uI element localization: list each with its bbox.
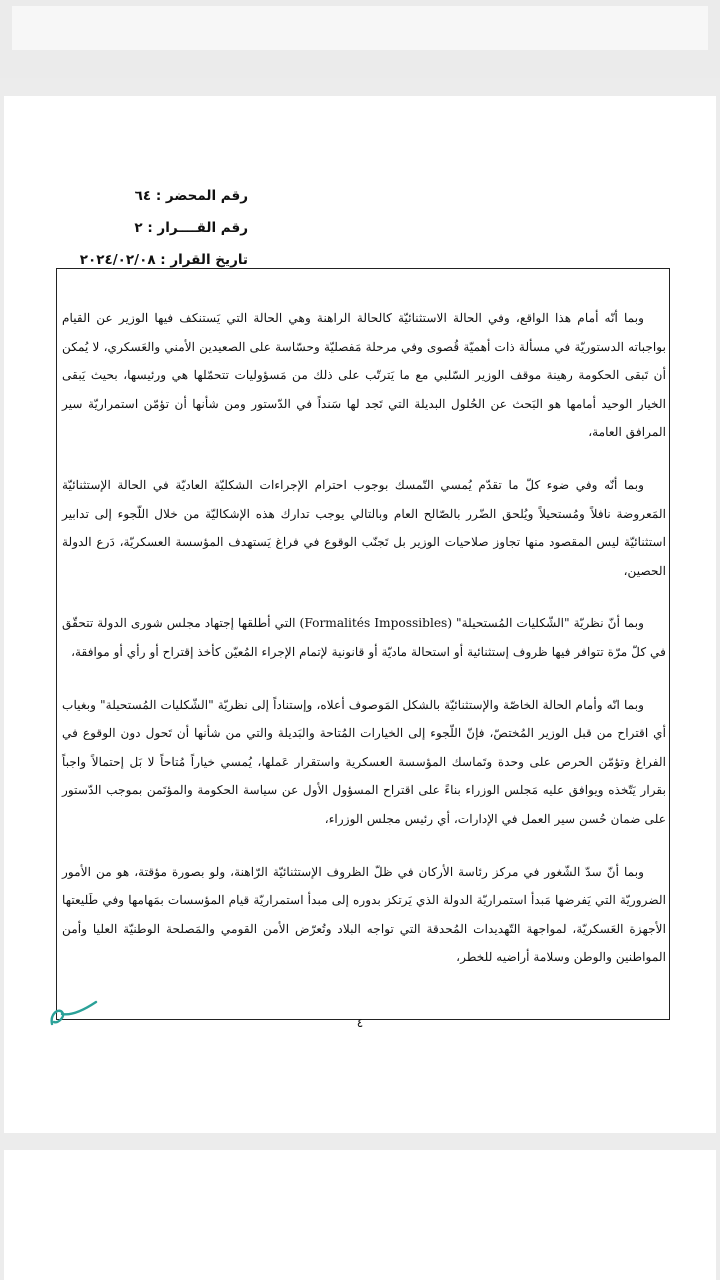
paragraph-5: وبما أنّ سدّ الشّغور في مركز رئاسة الأركان في ظلّ الظروف الإستثنائيّة الرّاهنة، ولو بصورة مؤقتة، هو من الأمور الضروريّة التي يَفرضها مَبدأ استمراريّة الدولة الذي يَرتكز بدوره إلى مبدأ استمراريّة قيام المؤسسات بمَهامها وفي طَليعتها الأجهزة العَسكريّة، لمواجهة التّهديدات المُحدقة التي تواجه البلاد وتُعرّض الأمن القومي والمَصلحة الوطنيّة العليا وأمن المواطنين والوطن وسلامة أراضيه للخطر، — [62, 864, 666, 965]
document-header — [8, 180, 248, 276]
next-page — [4, 1150, 716, 1280]
paragraph-4: وبما انّه وأمام الحالة الخاصّة والإستثنائيّة بالشكل المَوصوف أعلاه، وإستناداً إلى نظريّة "الشّكليات المُستحيلة" وبغياب أي اقتراح من قبل الوزير المُختصّ، فإنّ اللّجوء إلى الخيارات المُتاحة والبَديلة والتي من شأنها أن تَحول دون الوقوع في الفراغ وتؤمّن الحرص على وحدة وتَماسك المؤسسة العسكرية واستقرار عَملها، يُمسي خياراً مُتاحاً لا بَل إحتمالاً واجباً بقرار يَتّخذه ويوافق عليه مَجلس الوزراء بناءً على اقتراح المسؤول الأول عن سياسة الحكومة والمؤتَمن بموجب الدّستور على ضمان حُسن سير العمل في الإدارات، أي رئيس مجلس الوزراء، — [62, 697, 666, 826]
paragraph-1: وبما أنّه أمام هذا الواقع، وفي الحالة الاستثنائيّة كالحالة الراهنة وهي الحالة التي يَستنكف فيها الوزير عن القيام بواجباته الدستوريّة في مسألة ذات أهميّة قُصوى وفي مرحلة مَفصليّة وحسّاسة على الصعيدين الأمني والعَسكري، لا يُمكن أن تَبقى الحكومة رهينة موقف الوزير السّلبي مع ما يَترتّب على ذلك من مَسؤوليات تتحمّلها هي ورئيسها، بحيث يَبقى الخيار الوحيد أمامها هو البَحث عن الحُلول البديلة التي تَجد لها سَنداً في الدّستور ومن شأنها أن تؤمّن استمراريّة سير المرافق العامة، — [62, 311, 666, 440]
previous-page-sheet — [12, 6, 708, 50]
paragraph-3: وبما أنّ نظريّة "الشّكليات المُستحيلة" (Formalités Impossibles) التي أطلقها إجتهاد مجلس شورى الدولة تتحقّق في كلّ مرّة تتوافر فيها ظروف إستثنائية أو استحالة ماديّة أو قانونية لإتمام الإجراء المُعيّن كأخذ إقتراح أو رأي أو موافقة، — [62, 616, 666, 659]
decision-number: رقم القــــرار : ٢ — [134, 220, 248, 236]
page-number: ٤ — [356, 1016, 364, 1030]
document-body — [62, 304, 666, 996]
decision-date: تاريخ القرار : ٢٠٢٤/٠٢/٠٨ — [79, 252, 248, 268]
paragraph-2: وبما أنّه وفي ضوء كلّ ما تقدّم يُمسي التّمسك بوجوب احترام الإجراءات الشكليّة العاديّة في الحالة الإستثنائيّة المَعروضة نافلاً ومُستحيلاً ويُلحق الضّرر بالصّالح العام وبالتالي يوجب تدارك هذه الإشكاليّة من خلال اللّجوء إلى تدابير استثنائيّة ليس المقصود منها تجاوز صلاحيات الوزير بل تَجنّب الوقوع في فراغ يَستهدف المؤسسة العسكريّة، دَرع الدولة الحصين، — [62, 477, 666, 578]
record-number: رقم المحضر : ٦٤ — [134, 188, 248, 204]
previous-page-edge — [0, 0, 720, 78]
handwritten-signature — [44, 994, 104, 1030]
